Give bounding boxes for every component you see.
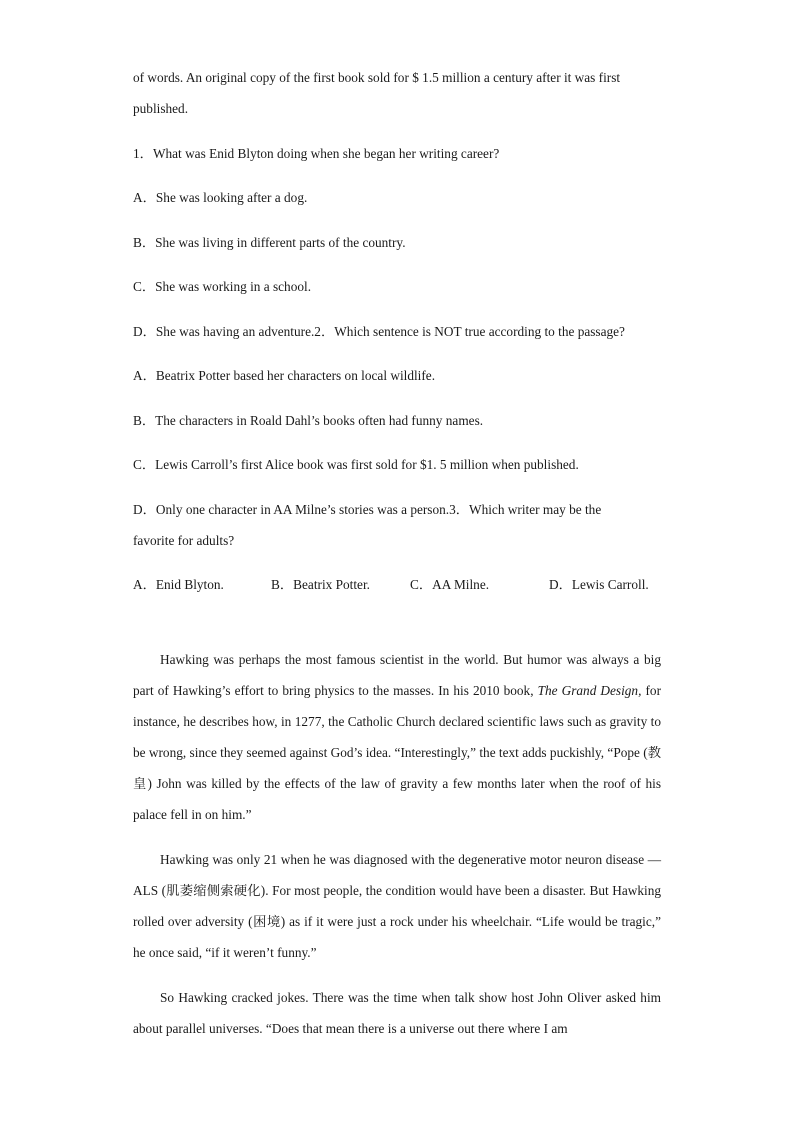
question-3-option-c: C．AA Milne. — [410, 577, 490, 592]
passage-paragraph-1-end: for instance, he describes how, in 1277, the Catholic Church declared scientific laws such as gravity to be wrong, since they seemed against God’s idea. “Interestingly,” the text adds puckishly, “Pope (教皇) John was killed by the effects of the law of gravity a few months later when the roof of his palace fell in on him.” — [133, 683, 661, 822]
question-2-option-d-and-question-3-stem — [133, 494, 661, 556]
passage-paragraph-2: Hawking was only 21 when he was diagnosed with the degenerative motor neuron disease — ALS (肌萎缩侧索硬化). For most people, the condition would have been a disaster. But Hawking rolled over adversity (困境) as if it were just a rock under his wheelchair. “Life would be tragic,” he once said, “if it weren’t funny.” — [133, 852, 661, 960]
passage-paragraph-1 — [133, 644, 661, 830]
question-1-option-b: B．She was living in different parts of the country. — [133, 234, 406, 250]
question-2-option-a: A．Beatrix Potter based her characters on local wildlife. — [133, 368, 436, 383]
question-2-option-d-line: D．Only one character in AA Milne’s stories was a person.3．Which writer may be the — [133, 501, 602, 517]
question-3-option-a: A．Enid Blyton. — [133, 577, 224, 592]
intro-line-1: of words. An original copy of the first book sold for $ 1.5 million a century after it was first — [133, 70, 621, 85]
intro-line-2: published. — [133, 101, 189, 116]
question-3-option-b: B．Beatrix Potter. — [271, 577, 370, 592]
question-2-option-c: C．Lewis Carroll’s first Alice book was first sold for $1. 5 million when published. — [133, 457, 579, 472]
document-page — [133, 62, 661, 1058]
question-3-option-d: D．Lewis Carroll. — [549, 577, 649, 592]
question-1-stem: 1．What was Enid Blyton doing when she began her writing career? — [133, 145, 500, 161]
question-2-option-b: B．The characters in Roald Dahl’s books often had funny names. — [133, 412, 484, 428]
book-title: The Grand Design, — [537, 683, 642, 698]
passage-paragraph-1-start: Hawking was perhaps the most famous scientist in the world. But humor was always a big part of Hawking’s effort to bring physics to the masses. In his 2010 book, — [133, 652, 661, 698]
intro-continuation — [133, 62, 661, 124]
question-1-option-c: C．She was working in a school. — [133, 279, 312, 294]
question-1-option-a: A．She was looking after a dog. — [133, 190, 308, 205]
passage-paragraph-3: So Hawking cracked jokes. There was the time when talk show host John Oliver asked him about parallel universes. “Does that mean there is a universe out there where I am — [133, 990, 661, 1036]
question-3-options — [133, 569, 661, 600]
question-1-option-d-and-question-2-stem: D．She was having an adventure.2．Which sentence is NOT true according to the passage? — [133, 323, 625, 339]
section-gap — [133, 600, 661, 644]
question-3-stem-line-2: favorite for adults? — [133, 532, 235, 548]
